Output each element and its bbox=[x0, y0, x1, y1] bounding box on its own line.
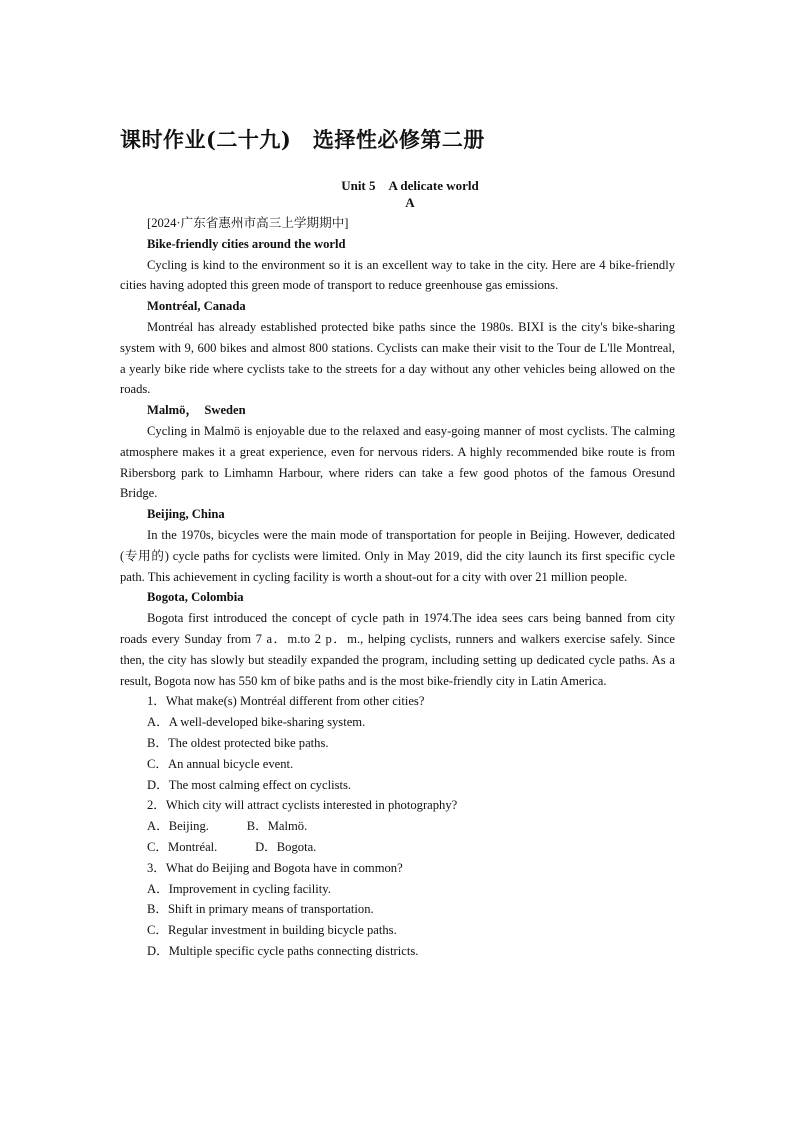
city-heading-beijing: Beijing, China bbox=[147, 507, 225, 522]
question-stem: 1．What make(s) Montréal different from other cities? bbox=[147, 694, 425, 709]
city-paragraph-beijing: In the 1970s, bicycles were the main mode of transportation for people in Beijing. However, dedicated (专用的) cycle paths for cyclists were limited. Only in May 2019, did the city launch its first specific cycle path. This achievement in cycling facility is worth a shout-out for a city with over 21 million people. bbox=[120, 527, 675, 584]
city-paragraph-malmo: Cycling in Malmö is enjoyable due to the relaxed and easy-going manner of most cyclists. The calming atmosphere makes it a great experience, even for nervous riders. A highly recommended bike route is from Ribersborg park to Limhamn Harbour, where riders can take a few good photos of the famous Oresund Bridge. bbox=[120, 423, 675, 501]
unit-heading: Unit 5 A delicate world bbox=[341, 178, 479, 193]
city-paragraph-montreal: Montréal has already established protected bike paths since the 1980s. BIXI is the city's bike-sharing system with 9, 600 bikes and almost 800 stations. Cyclists can make their visit to the Tour de L'lle Montreal, a yearly bike ride where cyclists take to the streets for a day without any other vehicles being allowed on the roads. bbox=[120, 319, 675, 397]
intro-paragraph: Cycling is kind to the environment so it is an excellent way to take in the city. Here are 4 bike-friendly cities having adopted this green mode of transport to reduce greenhouse gas emissions. bbox=[120, 257, 675, 293]
passage-heading: Bike-friendly cities around the world bbox=[147, 236, 346, 251]
answer-option: D．The most calming effect on cyclists. bbox=[147, 777, 352, 792]
answer-option: A．Improvement in cycling facility. bbox=[147, 881, 331, 896]
city-heading-malmo: Malmö， Sweden bbox=[147, 403, 246, 418]
section-label: A bbox=[405, 195, 415, 210]
answer-option: A．A well-developed bike-sharing system. bbox=[147, 715, 366, 730]
page-title: 课时作业(二十九) 选择性必修第二册 bbox=[120, 127, 485, 152]
answer-option: C．Montréal. D．Bogota. bbox=[147, 839, 317, 854]
answer-option: B．Shift in primary means of transportation. bbox=[147, 902, 374, 917]
question-stem: 2．Which city will attract cyclists interested in photography? bbox=[147, 798, 458, 813]
city-heading-bogota: Bogota, Colombia bbox=[147, 590, 244, 605]
city-paragraph-bogota: Bogota first introduced the concept of cycle path in 1974.The idea sees cars being banned from city roads every Sunday from 7 a．m.to 2 p．m., helping cyclists, runners and walkers exercise safely. Since then, the city has slowly but steadily expanded the program, including setting up dedicated cycle paths. As a result, Bogota now has 550 km of bike paths and is the most bike-friendly city in Latin America. bbox=[120, 611, 675, 688]
city-heading-montreal: Montréal, Canada bbox=[147, 299, 246, 314]
answer-option: A．Beijing. B．Malmö. bbox=[147, 819, 308, 834]
answer-option: B．The oldest protected bike paths. bbox=[147, 735, 329, 750]
source-note: [2024·广东省惠州市高三上学期期中] bbox=[147, 216, 349, 230]
question-stem: 3．What do Beijing and Bogota have in common? bbox=[147, 860, 403, 875]
answer-option: C．Regular investment in building bicycle paths. bbox=[147, 923, 397, 938]
answer-option: C．An annual bicycle event. bbox=[147, 756, 294, 771]
answer-option: D．Multiple specific cycle paths connecting districts. bbox=[147, 943, 419, 958]
passage-body bbox=[120, 213, 675, 962]
